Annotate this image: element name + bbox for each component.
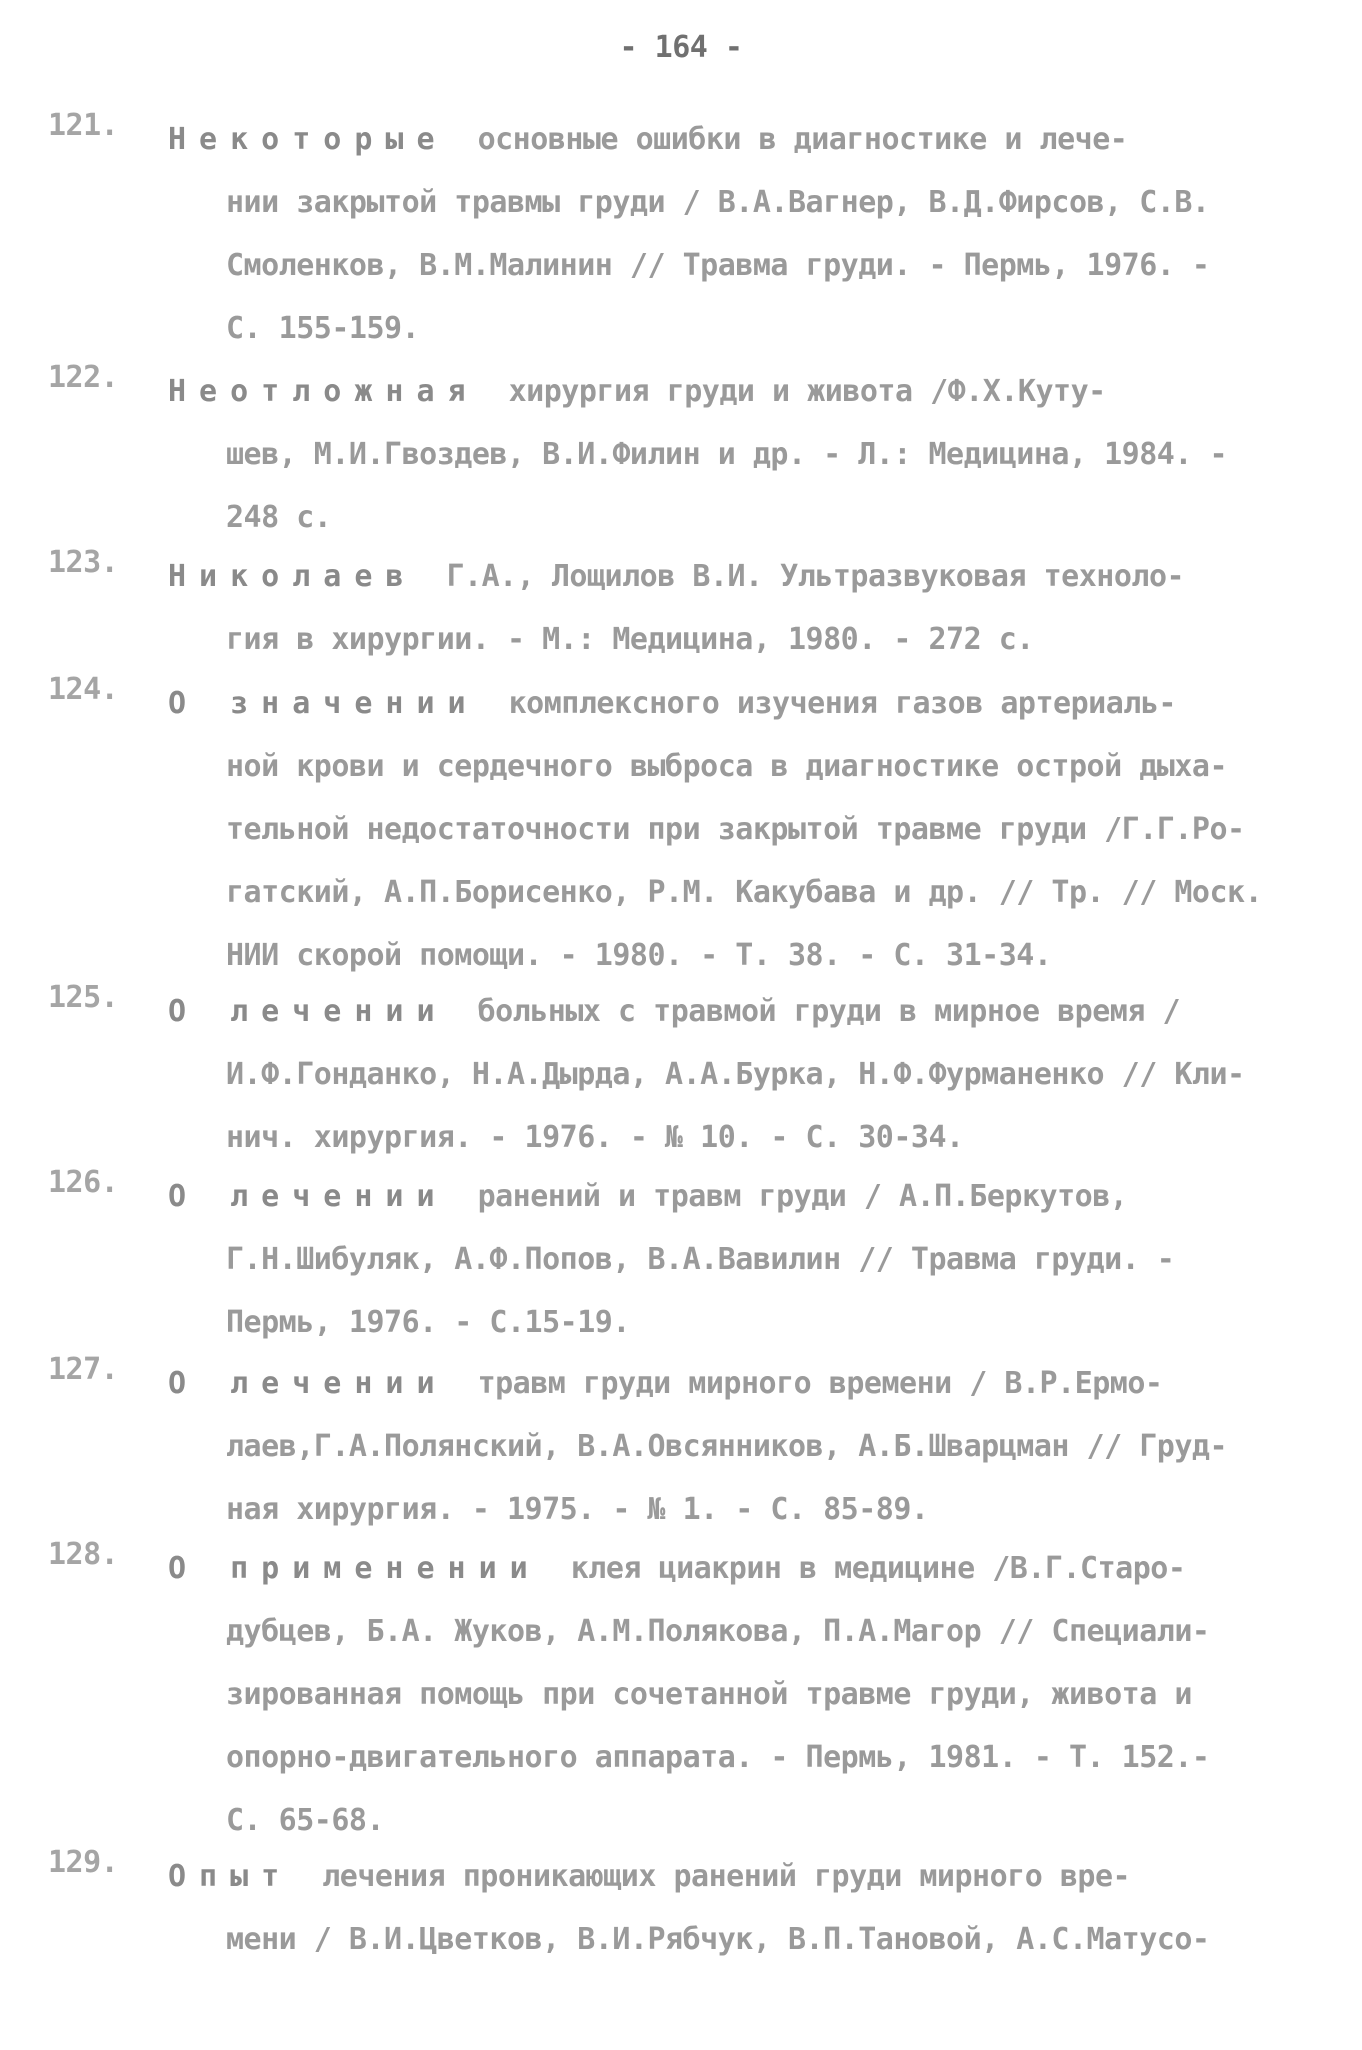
- entry-lead-word: О лечении: [168, 1179, 448, 1214]
- entry-text: [168, 1845, 1318, 1971]
- entry-line-text: травм груди мирного времени / В.Р.Ермо-: [477, 1366, 1163, 1401]
- entry-line: мени / В.И.Цветков, В.И.Рябчук, В.П.Тановой, А.С.Матусо-: [226, 1922, 1210, 1957]
- entry-number: 124.: [48, 672, 119, 707]
- entry-line: опорно-двигательного аппарата. - Пермь, 1981. - Т. 152.-: [226, 1740, 1210, 1775]
- entry-number: 129.: [48, 1845, 119, 1880]
- entry-line: [168, 672, 1318, 735]
- entry-text: [168, 1537, 1318, 1852]
- entry-lead-word: Опыт: [168, 1859, 293, 1894]
- entry-line: зированная помощь при сочетанной травме груди, живота и: [226, 1677, 1192, 1712]
- entry-number: 126.: [48, 1165, 119, 1200]
- entry-line: [168, 1845, 1318, 1908]
- entry-line-text: клея циакрин в медицине /В.Г.Старо-: [570, 1551, 1186, 1586]
- entry-line: ная хирургия. - 1975. - № 1. - С. 85-89.: [226, 1492, 929, 1527]
- entry-lead-word: О применении: [168, 1551, 541, 1586]
- entry-number: 122.: [48, 360, 119, 395]
- entry-lead-word: О лечении: [168, 994, 448, 1029]
- entry-line: НИИ скорой помощи. - 1980. - Т. 38. - С. 31-34.: [226, 938, 1052, 973]
- entry-number: 123.: [48, 545, 119, 580]
- entry-text: [168, 108, 1318, 360]
- entry-line: шев, М.И.Гвоздев, В.И.Филин и др. - Л.: Медицина, 1984. -: [226, 437, 1228, 472]
- bibliography-entry: [48, 980, 1318, 1169]
- entry-line-text: комплексного изучения газов артериаль-: [508, 686, 1176, 721]
- entry-line: Г.Н.Шибуляк, А.Ф.Попов, В.А.Вавилин // Травма груди. -: [226, 1242, 1175, 1277]
- entry-line: дубцев, Б.А. Жуков, А.М.Полякова, П.А.Магор // Специали-: [226, 1614, 1210, 1649]
- bibliography-entry: [48, 360, 1318, 549]
- bibliography-entry: [48, 1352, 1318, 1541]
- bibliography-entry: [48, 1845, 1318, 1971]
- entry-line: тельной недостаточности при закрытой травме груди /Г.Г.Ро-: [226, 812, 1245, 847]
- entry-line: нич. хирургия. - 1976. - № 10. - С. 30-34.: [226, 1120, 964, 1155]
- entry-line: Пермь, 1976. - С.15-19.: [226, 1305, 630, 1340]
- entry-lead-word: Николаев: [168, 559, 417, 594]
- entry-line-text: лечения проникающих ранений груди мирного вре-: [322, 1859, 1131, 1894]
- entry-number: 121.: [48, 108, 119, 143]
- entry-number: 125.: [48, 980, 119, 1015]
- entry-line-text: основные ошибки в диагностике и лече-: [477, 122, 1128, 157]
- entry-line-text: ранений и травм груди / А.П.Беркутов,: [477, 1179, 1128, 1214]
- entry-line: [168, 360, 1318, 423]
- entry-text: [168, 545, 1318, 671]
- entry-line: [168, 1352, 1318, 1415]
- entry-text: [168, 672, 1318, 987]
- entry-line: [168, 980, 1318, 1043]
- entry-line-text: больных с травмой груди в мирное время /: [477, 994, 1181, 1029]
- entry-text: [168, 360, 1318, 549]
- entry-line: И.Ф.Гонданко, Н.А.Дырда, А.А.Бурка, Н.Ф.Фурманенко // Кли-: [226, 1057, 1245, 1092]
- entry-line-text: хирургия груди и живота /Ф.Х.Куту-: [508, 374, 1106, 409]
- bibliography-entry: [48, 545, 1318, 671]
- entry-line: гия в хирургии. - М.: Медицина, 1980. - 272 с.: [226, 622, 1034, 657]
- entry-lead-word: О лечении: [168, 1366, 448, 1401]
- entry-line: гатский, А.П.Борисенко, Р.М. Какубава и др. // Тр. // Моск.: [226, 875, 1263, 910]
- entry-line: [168, 545, 1318, 608]
- entry-lead-word: О значении: [168, 686, 479, 721]
- entry-line: [168, 1165, 1318, 1228]
- entry-line-text: Г.А., Лощилов В.И. Ультразвуковая техноло-: [446, 559, 1185, 594]
- entry-line: [168, 1537, 1318, 1600]
- page-number: - 164 -: [619, 30, 743, 65]
- bibliography-entry: [48, 108, 1318, 360]
- entry-number: 127.: [48, 1352, 119, 1387]
- entry-line: нии закрытой травмы груди / В.А.Вагнер, В.Д.Фирсов, С.В.: [226, 185, 1210, 220]
- entry-line: С. 65-68.: [226, 1803, 385, 1838]
- bibliography-entry: [48, 1165, 1318, 1354]
- bibliography-entry: [48, 672, 1318, 987]
- entry-lead-word: Некоторые: [168, 122, 448, 157]
- entry-text: [168, 980, 1318, 1169]
- entry-lead-word: Неотложная: [168, 374, 479, 409]
- entry-line: [168, 108, 1318, 171]
- entry-line: Смоленков, В.М.Малинин // Травма груди. - Пермь, 1976. -: [226, 248, 1210, 283]
- entry-text: [168, 1352, 1318, 1541]
- entry-text: [168, 1165, 1318, 1354]
- bibliography-entry: [48, 1537, 1318, 1852]
- entry-line: лаев,Г.А.Полянский, В.А.Овсянников, А.Б.Шварцман // Груд-: [226, 1429, 1228, 1464]
- entry-line: С. 155-159.: [226, 311, 420, 346]
- entry-line: ной крови и сердечного выброса в диагностике острой дыха-: [226, 749, 1228, 784]
- entry-line: 248 с.: [226, 500, 332, 535]
- entry-number: 128.: [48, 1537, 119, 1572]
